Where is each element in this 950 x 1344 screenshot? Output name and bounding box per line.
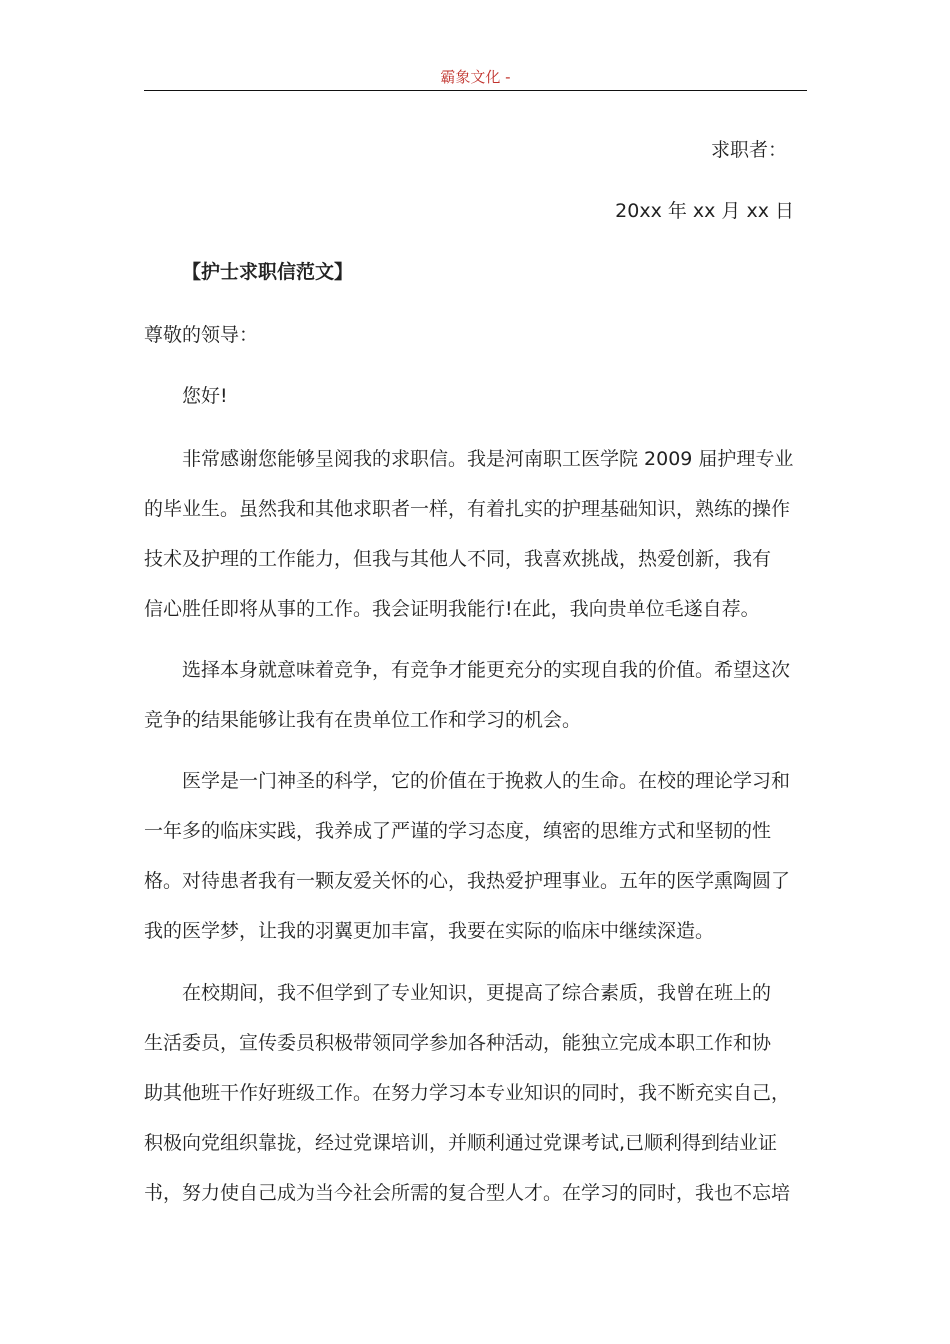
paragraph-line: 选择本身就意味着竞争，有竞争才能更充分的实现自我的价值。希望这次: [182, 659, 791, 681]
paragraph-line: 格。对待患者我有一颗友爱关怀的心，我热爱护理事业。五年的医学熏陶圆了: [144, 870, 791, 892]
paragraph-line: 在校期间，我不但学到了专业知识，更提高了综合素质，我曾在班上的: [182, 982, 772, 1004]
header-divider: [144, 90, 807, 91]
paragraph-line: 信心胜任即将从事的工作。我会证明我能行!在此，我向贵单位毛遂自荐。: [144, 598, 760, 620]
paragraph-line: 医学是一门神圣的科学，它的价值在于挽救人的生命。在校的理论学习和: [182, 770, 791, 792]
paragraph-line: 竞争的结果能够让我有在贵单位工作和学习的机会。: [144, 709, 582, 731]
paragraph-line: 助其他班干作好班级工作。在努力学习本专业知识的同时，我不断充实自己，: [144, 1082, 791, 1104]
paragraph-line: 生活委员，宣传委员积极带领同学参加各种活动，能独立完成本职工作和协: [144, 1032, 772, 1054]
paragraph-line: 技术及护理的工作能力，但我与其他人不同，我喜欢挑战，热爱创新，我有: [144, 548, 772, 570]
paragraph-line: 非常感谢您能够呈阅我的求职信。我是河南职工医学院 2009 届护理专业: [182, 448, 794, 470]
paragraph-line: 的毕业生。虽然我和其他求职者一样，有着扎实的护理基础知识，熟练的操作: [144, 498, 791, 520]
paragraph-2: [144, 657, 804, 757]
paragraph-4: [144, 980, 804, 1230]
applicant-signature: 求职者：: [710, 139, 787, 161]
paragraph-1: [144, 446, 804, 646]
page-header: 霸象文化 -: [440, 68, 511, 86]
paragraph-line: 一年多的临床实践，我养成了严谨的学习态度，缜密的思维方式和坚韧的性: [144, 820, 772, 842]
letter-title: 【护士求职信范文】: [182, 261, 354, 283]
paragraph-line: 积极向党组织靠拢，经过党课培训，并顺利通过党课考试,已顺利得到结业证: [144, 1132, 778, 1154]
paragraph-line: 我的医学梦，让我的羽翼更加丰富，我要在实际的临床中继续深造。: [144, 920, 715, 942]
paragraph-line: 书，努力使自己成为当今社会所需的复合型人才。在学习的同时，我也不忘培: [144, 1182, 791, 1204]
paragraph-3: [144, 768, 804, 968]
salutation: 尊敬的领导：: [144, 324, 259, 346]
greeting: 您好!: [182, 385, 228, 407]
letter-date: 20xx 年 xx 月 xx 日: [615, 200, 794, 222]
